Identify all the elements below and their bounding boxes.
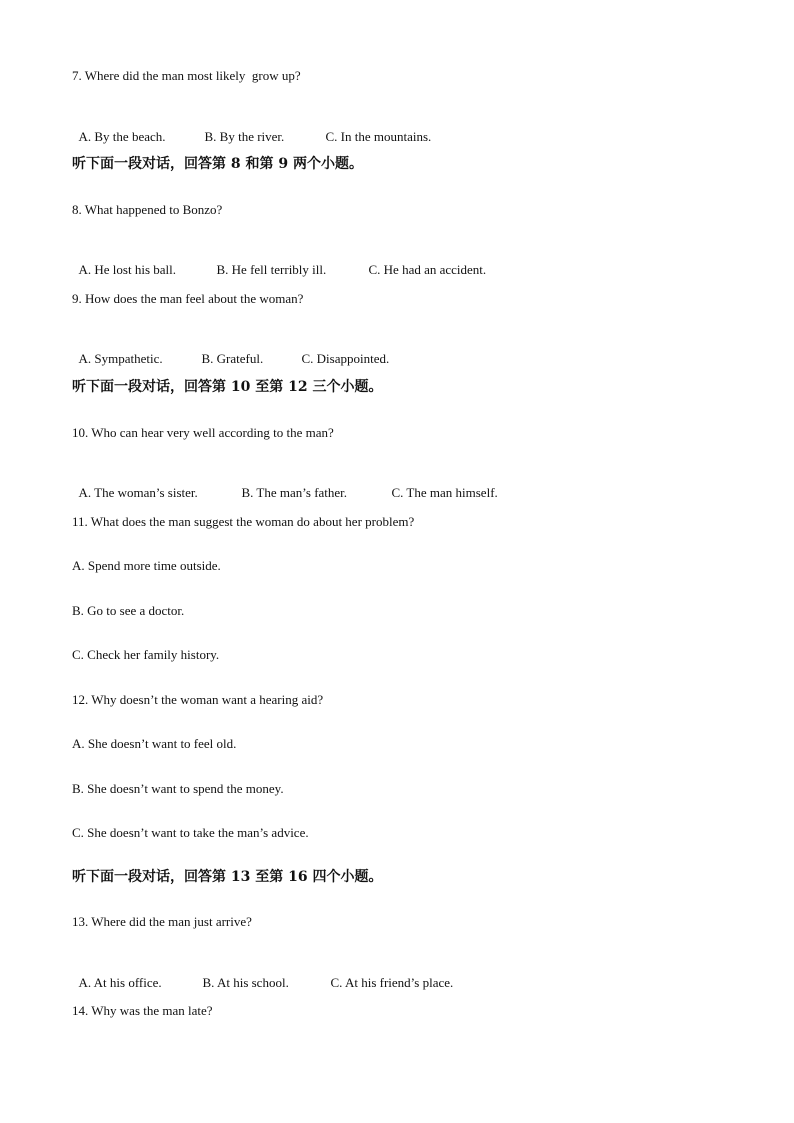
- q12-option-b: B. She doesn’t want to spend the money.: [72, 781, 284, 796]
- q12-option-c: C. She doesn’t want to take the man’s advice.: [72, 825, 309, 840]
- question-13-options: [72, 959, 453, 991]
- q9-option-b: B. Grateful.: [201, 351, 264, 366]
- q11-option-a: A. Spend more time outside.: [72, 558, 221, 573]
- q11-option-c: C. Check her family history.: [72, 647, 220, 662]
- q7-option-a: A. By the beach.: [78, 129, 166, 144]
- q13-option-a: A. At his office.: [78, 975, 162, 990]
- q10-option-a: A. The woman’s sister.: [78, 485, 198, 500]
- q8-option-c: C. He had an accident.: [368, 262, 487, 277]
- q10-option-c: C. The man himself.: [391, 485, 498, 500]
- question-12: 12. Why doesn’t the woman want a hearing aid?: [72, 692, 324, 707]
- q7-option-c: C. In the mountains.: [325, 129, 432, 144]
- question-7: 7. Where did the man most likely grow up?: [72, 68, 301, 83]
- q13-option-b: B. At his school.: [202, 975, 289, 990]
- section-heading-10-12: 听下面一段对话，回答第 10 至第 12 三个小题。: [72, 379, 383, 395]
- q9-option-a: A. Sympathetic.: [78, 351, 163, 366]
- question-11: 11. What does the man suggest the woman do about her problem?: [72, 514, 415, 529]
- question-7-options: [72, 113, 431, 145]
- section-heading-8-9: 听下面一段对话，回答第 8 和第 9 两个小题。: [72, 156, 363, 172]
- question-10-options: [72, 469, 498, 501]
- question-8-options: [72, 246, 486, 278]
- question-13: 13. Where did the man just arrive?: [72, 914, 252, 929]
- q12-option-a: A. She doesn’t want to feel old.: [72, 736, 237, 751]
- question-10: 10. Who can hear very well according to the man?: [72, 425, 334, 440]
- question-8: 8. What happened to Bonzo?: [72, 202, 223, 217]
- q11-option-b: B. Go to see a doctor.: [72, 603, 185, 618]
- q10-option-b: B. The man’s father.: [241, 485, 348, 500]
- question-9: 9. How does the man feel about the woman?: [72, 291, 304, 306]
- q8-option-b: B. He fell terribly ill.: [216, 262, 327, 277]
- section-heading-13-16: 听下面一段对话，回答第 13 至第 16 四个小题。: [72, 869, 383, 885]
- question-14: 14. Why was the man late?: [72, 1003, 213, 1018]
- q9-option-c: C. Disappointed.: [301, 351, 390, 366]
- question-9-options: [72, 335, 389, 367]
- q13-option-c: C. At his friend’s place.: [330, 975, 454, 990]
- q7-option-b: B. By the river.: [204, 129, 285, 144]
- q8-option-a: A. He lost his ball.: [78, 262, 176, 277]
